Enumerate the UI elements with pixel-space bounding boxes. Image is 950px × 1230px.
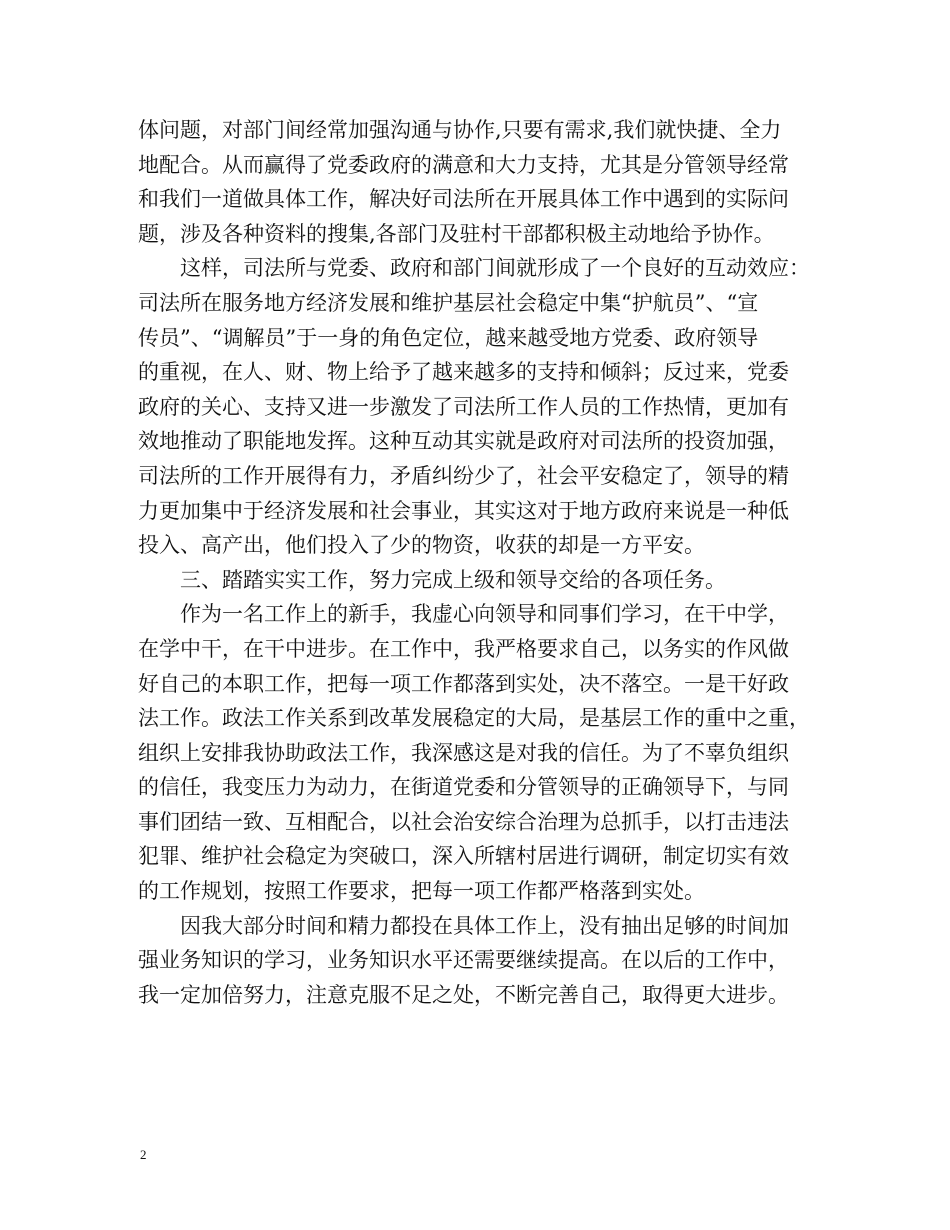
- text-line: 犯罪、维护社会稳定为突破口，深入所辖村居进行调研，制定切实有效: [138, 844, 789, 869]
- text-line: 的工作规划，按照工作要求，把每一项工作都严格落到实处。: [138, 879, 705, 904]
- text-line: 我一定加倍努力，注意克服不足之处，不断完善自己，取得更大进步。: [138, 982, 789, 1007]
- text-line: 在学中干，在干中进步。在工作中，我严格要求自己，以务实的作风做: [138, 636, 789, 661]
- text-line: 的信任，我变压力为动力，在街道党委和分管领导的正确领导下，与同: [138, 775, 789, 800]
- text-line: 强业务知识的学习，业务知识水平还需要继续提高。在以后的工作中，: [138, 948, 789, 973]
- text-line: 这样，司法所与党委、政府和部门间就形成了一个良好的互动效应：: [138, 256, 810, 281]
- body-text: [138, 113, 828, 1012]
- text-line: 力更加集中于经济发展和社会事业，其实这对于地方政府来说是一种低: [138, 498, 789, 523]
- text-line: 效地推动了职能地发挥。这种互动其实就是政府对司法所的投资加强，: [138, 429, 789, 454]
- text-line: 政府的关心、支持又进一步激发了司法所工作人员的工作热情，更加有: [138, 394, 789, 419]
- text-line: 传员”、“调解员”于一身的角色定位，越来越受地方党委、政府领导: [138, 325, 759, 350]
- text-line: 好自己的本职工作，把每一项工作都落到实处，决不落空。一是干好政: [138, 671, 789, 696]
- text-line: 的重视，在人、财、物上给予了越来越多的支持和倾斜；反过来，党委: [138, 360, 789, 385]
- text-line: 法工作。政法工作关系到改革发展稳定的大局，是基层工作的重中之重，: [138, 706, 810, 731]
- text-line: 司法所的工作开展得有力，矛盾纠纷少了，社会平安稳定了，领导的精: [138, 463, 789, 488]
- text-line: 事们团结一致、互相配合，以社会治安综合治理为总抓手，以打击违法: [138, 809, 789, 834]
- text-line: 体问题，对部门间经常加强沟通与协作,只要有需求,我们就快捷、全力: [138, 118, 782, 142]
- section-heading: 三、踏踏实实工作，努力完成上级和领导交给的各项任务。: [138, 567, 726, 592]
- text-line: 和我们一道做具体工作，解决好司法所在开展具体工作中遇到的实际问: [138, 187, 789, 212]
- text-line: 组织上安排我协助政法工作，我深感这是对我的信任。为了不辜负组织: [138, 740, 789, 765]
- text-line: 题，涉及各种资料的搜集,各部门及驻村干部都积极主动地给予协作。: [138, 221, 775, 246]
- text-line: 投入、高产出，他们投入了少的物资，收获的却是一方平安。: [138, 533, 705, 558]
- text-line: 司法所在服务地方经济发展和维护基层社会稳定中集“护航员”、“宣: [138, 290, 759, 315]
- page-number: 2: [140, 1147, 147, 1162]
- text-line: 因我大部分时间和精力都投在具体工作上，没有抽出足够的时间加: [138, 913, 789, 938]
- text-line: 作为一名工作上的新手，我虚心向领导和同事们学习，在干中学，: [138, 602, 789, 627]
- text-line: 地配合。从而赢得了党委政府的满意和大力支持，尤其是分管领导经常: [138, 152, 789, 177]
